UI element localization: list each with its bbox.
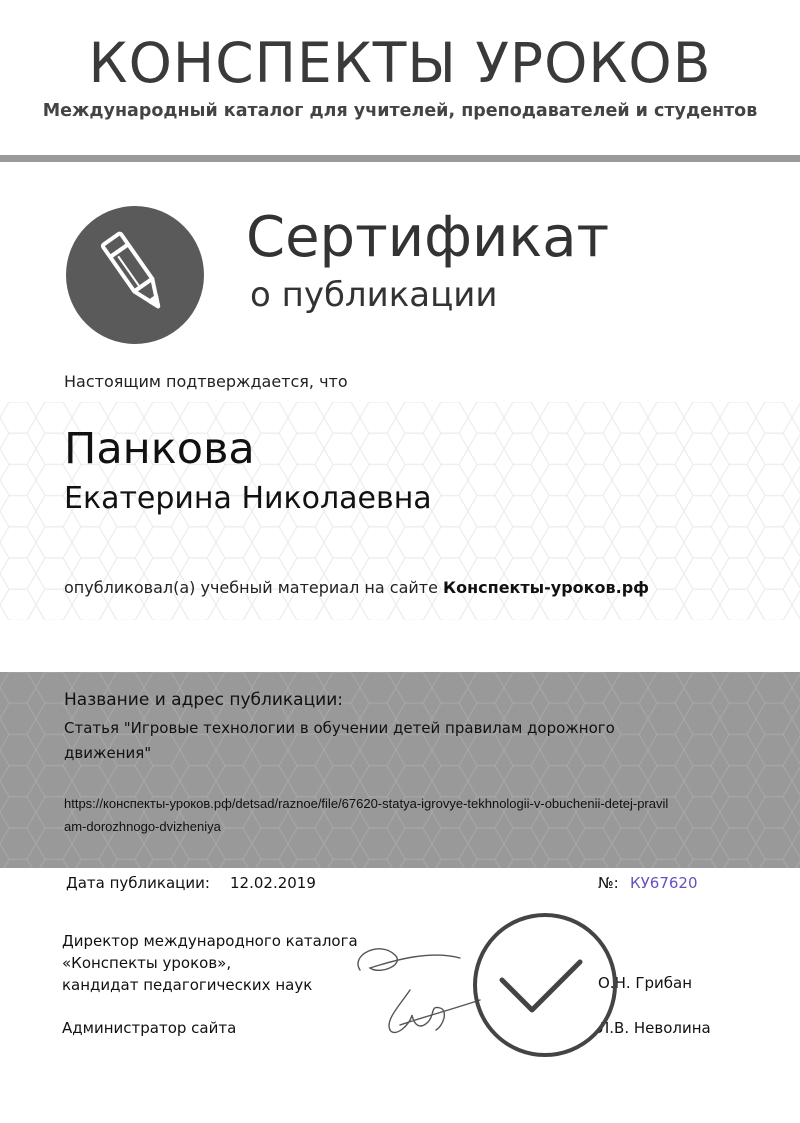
check-stamp-icon (470, 910, 620, 1060)
site-name: Конспекты-уроков.рф (443, 578, 650, 597)
certificate-subtitle: о публикации (250, 275, 498, 315)
publication-date-label: Дата публикации: (66, 874, 210, 892)
director-name: О.Н. Грибан (598, 974, 693, 992)
catalog-tagline: Международный каталог для учителей, преподавателей и студентов (42, 101, 758, 121)
recipient-surname: Панкова (64, 424, 255, 474)
header-divider (0, 155, 800, 162)
director-line-2: «Конспекты уроков», (62, 954, 232, 972)
publication-date-value: 12.02.2019 (230, 874, 316, 892)
certificate-number-value: КУ67620 (630, 874, 698, 892)
director-line-1: Директор международного каталога (62, 932, 358, 950)
catalog-brand-title: КОНСПЕКТЫ УРОКОВ (88, 31, 712, 95)
admin-name: Л.В. Неволина (598, 1019, 711, 1037)
handwritten-signature (340, 930, 490, 1050)
admin-label: Администратор сайта (62, 1019, 237, 1037)
published-text: опубликовал(а) учебный материал на сайте (64, 578, 444, 597)
emblem-badge (66, 206, 204, 344)
pencil-icon (66, 206, 204, 344)
director-line-3: кандидат педагогических наук (62, 976, 313, 994)
recipient-given-names: Екатерина Николаевна (64, 481, 432, 516)
certificate-title: Сертификат (246, 205, 610, 270)
publication-url: https://конспекты-уроков.рф/detsad/raznoe/file/67620-statya-igrovye-tekhnologii-v-obuchenii-detej-pravilam-dorozhnogo-dvizheniya (64, 796, 669, 834)
director-title-block (62, 930, 358, 996)
confirmation-text: Настоящим подтверждается, что (64, 372, 348, 391)
publication-title: Статья "Игровые технологии в обучении детей правилам дорожного движения" (64, 719, 615, 762)
certificate-number-label: №: (598, 874, 619, 892)
published-statement (64, 578, 649, 597)
publication-heading: Название и адрес публикации: (64, 690, 343, 710)
